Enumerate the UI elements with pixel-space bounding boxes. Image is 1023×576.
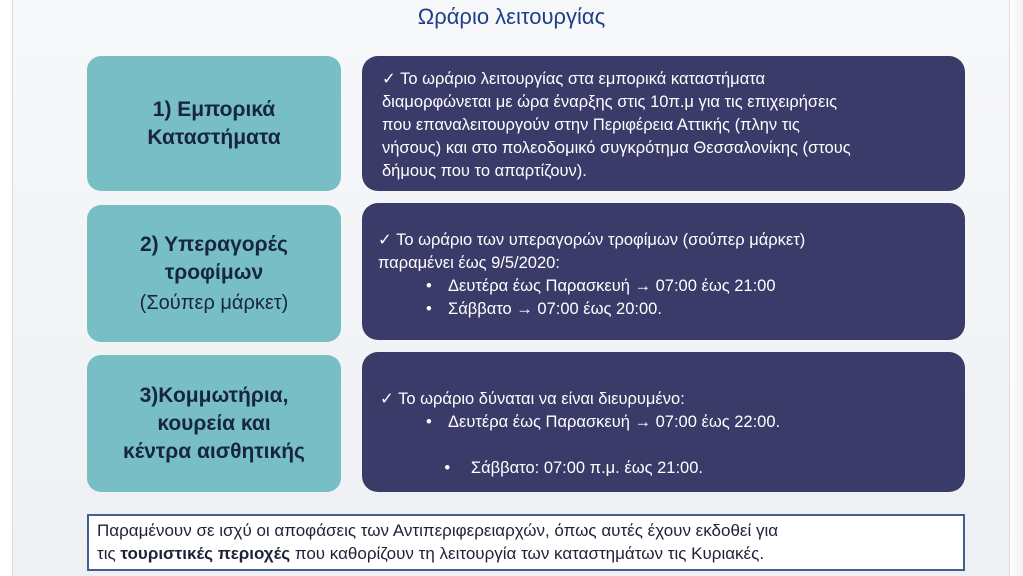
note-box <box>87 514 965 571</box>
info-line: δήμους που το απαρτίζουν). <box>382 162 587 180</box>
info-line: διαμορφώνεται με ώρα έναρξης στις 10π.μ για τις επιχειρήσεις <box>382 93 838 111</box>
info-line: που επαναλειτουργούν στην Περιφέρεια Αττικής (πλην τις <box>382 116 800 134</box>
bullet-dot: • <box>426 277 432 295</box>
bullet-text: Σάββατο: 07:00 π.μ. έως 21:00. <box>466 459 703 477</box>
info-line: ✓ Το ωράριο των υπεραγορών τροφίμων (σούπερ μάρκετ) <box>378 231 806 249</box>
info-line: παραμένει έως 9/5/2020: <box>378 254 560 272</box>
schedule-bullet <box>380 411 965 434</box>
schedule-bullet <box>378 275 965 298</box>
note-line <box>97 542 955 565</box>
category-box-retail-stores <box>87 56 341 191</box>
note-line: Παραμένουν σε ισχύ οι αποφάσεις των Αντιπεριφερειαρχών, όπως αυτές έχουν εκδοθεί για <box>97 521 779 540</box>
bullet-text: Δευτέρα έως Παρασκευή → 07:00 έως 21:00 <box>448 277 776 295</box>
note-text: τις <box>97 544 121 563</box>
category-title-line: 2) Υπεραγορές <box>140 232 288 256</box>
bullet-text: Σάββατο → 07:00 έως 20:00. <box>448 300 662 318</box>
info-line: ✓ Το ωράριο δύναται να είναι διευρυμένο: <box>380 390 685 408</box>
schedule-bullet <box>380 434 965 503</box>
category-title-line: 1) Εμπορικά <box>152 97 276 121</box>
category-box-supermarkets <box>87 205 341 342</box>
page-title: Ωράριο λειτουργίας <box>417 4 606 29</box>
bullet-dot: • <box>444 459 451 477</box>
category-title-line: τροφίμων <box>164 260 264 284</box>
info-box-salons <box>362 352 965 492</box>
category-title-line: κέντρα αισθητικής <box>123 439 305 463</box>
category-box-salons <box>87 355 341 492</box>
bullet-dot: • <box>426 413 432 431</box>
category-title-line: κουρεία και <box>157 411 271 435</box>
category-title-line: Καταστήματα <box>147 125 281 149</box>
info-box-supermarkets <box>362 203 965 340</box>
note-highlight: τουριστικές περιοχές <box>120 544 291 563</box>
note-text: που καθορίζουν τη λειτουργία των καταστημάτων τις Κυριακές. <box>290 544 765 563</box>
window-edge <box>1011 0 1023 576</box>
bullet-dot: • <box>426 300 432 318</box>
info-box-retail-stores <box>362 56 965 191</box>
category-title-line: 3)Κομμωτήρια, <box>139 383 289 407</box>
bullet-text: Δευτέρα έως Παρασκευή → 07:00 έως 22:00. <box>448 413 781 431</box>
schedule-bullet <box>378 298 965 321</box>
category-subtitle: (Σούπερ μάρκετ) <box>139 291 289 314</box>
info-line: ✓ Το ωράριο λειτουργίας στα εμπορικά καταστήματα <box>382 70 766 88</box>
info-line: νήσους) και στο πολεοδομικό συγκρότημα Θεσσαλονίκης (στους <box>382 139 851 157</box>
